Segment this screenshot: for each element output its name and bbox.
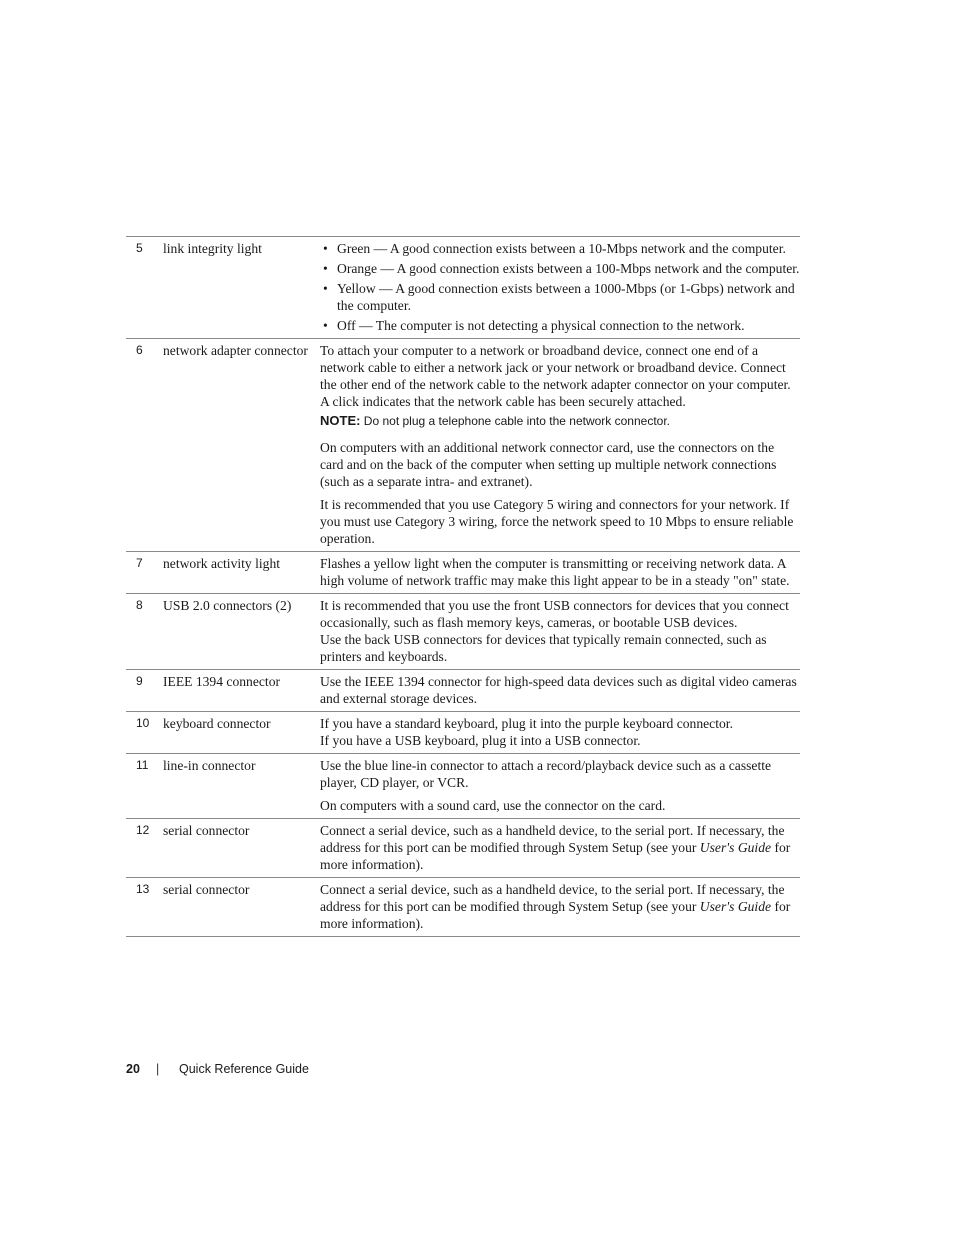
text: Connect a serial device, such as a handheld device, to the serial port. If necessary, the address for this port can be modified through System Setup (see your	[320, 823, 785, 855]
row-number: 8	[126, 594, 163, 670]
table-row	[126, 237, 800, 339]
paragraph	[320, 881, 800, 932]
row-description	[320, 552, 800, 594]
guide-title: User's Guide	[699, 840, 772, 855]
row-description	[320, 670, 800, 712]
row-name: line-in connector	[163, 754, 320, 819]
connector-reference-table	[126, 236, 800, 937]
text: Connect a serial device, such as a handheld device, to the serial port. If necessary, the address for this port can be modified through System Setup (see your	[320, 882, 785, 914]
table-row	[126, 670, 800, 712]
paragraph: To attach your computer to a network or broadband device, connect one end of a network cable to either a network jack or your network or broadband device. Connect the other end of the network cable to the network adapter connector on your computer. A click indicates that the network cable has been securely attached.	[320, 343, 791, 409]
list-item: • Orange — A good connection exists between a 100-Mbps network and the computer.	[320, 260, 800, 277]
note-text: Do not plug a telephone cable into the network connector.	[363, 414, 671, 428]
row-name: serial connector	[163, 819, 320, 878]
row-description	[320, 237, 800, 339]
status-list	[320, 240, 800, 334]
table-row	[126, 339, 800, 552]
paragraph: If you have a standard keyboard, plug it into the purple keyboard connector.	[320, 716, 733, 731]
paragraph: Flashes a yellow light when the computer is transmitting or receiving network data. A high volume of network traffic may make this light appear to be in a steady "on" state.	[320, 556, 790, 588]
footer-separator: |	[156, 1062, 160, 1076]
row-number: 9	[126, 670, 163, 712]
guide-title: User's Guide	[699, 899, 772, 914]
row-description	[320, 712, 800, 754]
paragraph: On computers with an additional network connector card, use the connectors on the card and on the back of the computer when setting up multiple network connections (such as a separate intra- and extranet).	[320, 440, 777, 489]
list-item: • Yellow — A good connection exists between a 1000-Mbps (or 1-Gbps) network and the computer.	[320, 280, 800, 314]
table-row	[126, 594, 800, 670]
row-description	[320, 878, 800, 937]
text: for more information).	[320, 899, 791, 931]
paragraph: Use the IEEE 1394 connector for high-speed data devices such as digital video cameras and external storage devices.	[320, 674, 797, 706]
row-number: 5	[126, 237, 163, 339]
row-number: 13	[126, 878, 163, 937]
paragraph	[320, 822, 800, 873]
note	[320, 412, 800, 430]
row-name: serial connector	[163, 878, 320, 937]
page-footer	[126, 1062, 309, 1076]
list-item: • Green — A good connection exists between a 10-Mbps network and the computer.	[320, 240, 800, 257]
row-number: 12	[126, 819, 163, 878]
row-number: 7	[126, 552, 163, 594]
table-row	[126, 878, 800, 937]
row-description	[320, 339, 800, 552]
paragraph: Use the blue line-in connector to attach a record/playback device such as a cassette player, CD player, or VCR.	[320, 758, 772, 790]
table-row	[126, 552, 800, 594]
row-number: 10	[126, 712, 163, 754]
row-number: 11	[126, 754, 163, 819]
table-row	[126, 754, 800, 819]
row-name: network adapter connector	[163, 339, 320, 552]
table-row	[126, 819, 800, 878]
paragraph: It is recommended that you use the front USB connectors for devices that you connect occasionally, such as flash memory keys, cameras, or bootable USB devices.	[320, 598, 789, 630]
list-item: • Off — The computer is not detecting a physical connection to the network.	[320, 317, 800, 334]
paragraph: On computers with a sound card, use the connector on the card.	[320, 798, 666, 813]
row-name: USB 2.0 connectors (2)	[163, 594, 320, 670]
row-number: 6	[126, 339, 163, 552]
text: for more information).	[320, 840, 791, 872]
row-description	[320, 594, 800, 670]
page-number: 20	[126, 1062, 140, 1076]
row-name: keyboard connector	[163, 712, 320, 754]
table-row	[126, 712, 800, 754]
paragraph: If you have a USB keyboard, plug it into a USB connector.	[320, 733, 641, 748]
row-name: link integrity light	[163, 237, 320, 339]
row-description	[320, 754, 800, 819]
paragraph: Use the back USB connectors for devices that typically remain connected, such as printers and keyboards.	[320, 632, 767, 664]
note-label: NOTE:	[320, 413, 361, 428]
row-description	[320, 819, 800, 878]
row-name: IEEE 1394 connector	[163, 670, 320, 712]
paragraph: It is recommended that you use Category 5 wiring and connectors for your network. If you must use Category 3 wiring, force the network speed to 10 Mbps to ensure reliable operation.	[320, 497, 794, 546]
document-title: Quick Reference Guide	[179, 1062, 309, 1076]
row-name: network activity light	[163, 552, 320, 594]
